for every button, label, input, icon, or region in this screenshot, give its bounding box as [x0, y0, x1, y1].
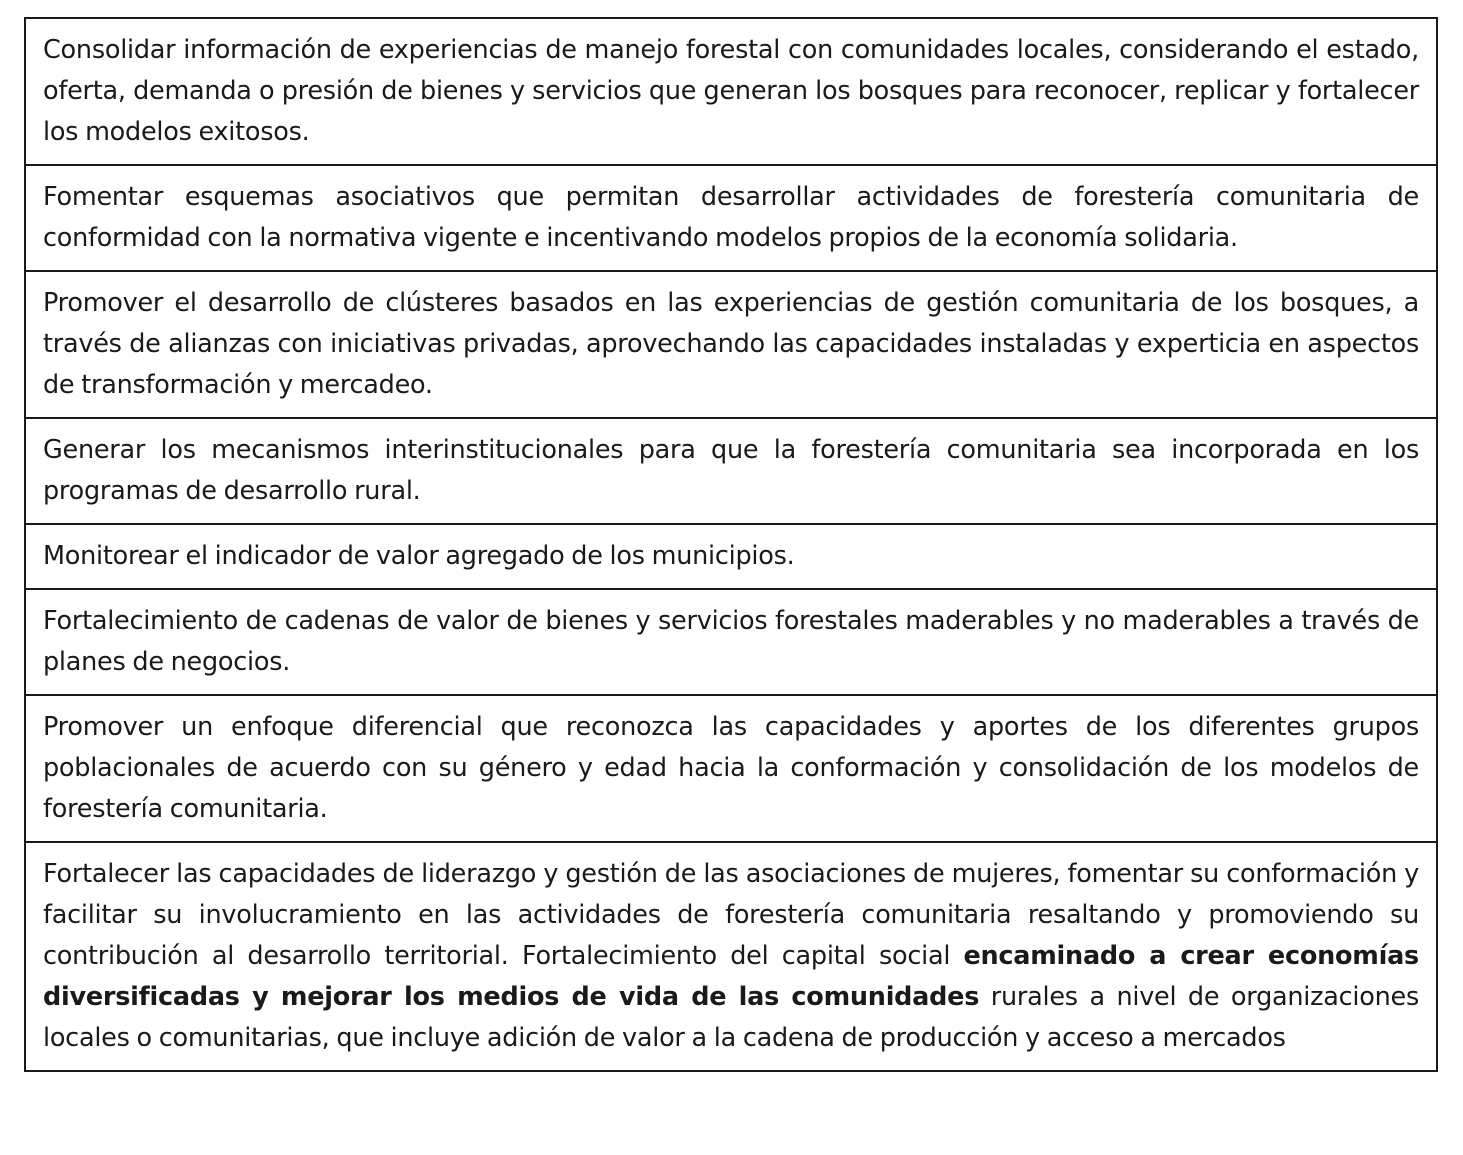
row-8-text-part-3: rurales a nivel de organizaciones locales o comunitarias, que incluye adición de valor a la cadena de producción y acceso a mercados: [43, 982, 1419, 1053]
table-row-7: [26, 696, 1436, 843]
table-row-8: [26, 843, 1436, 1070]
row-8-text-part-2-bold: encaminado a crear economías diversificadas y mejorar los medios de vida de las comunidades: [43, 941, 1419, 1012]
row-6-text: Fortalecimiento de cadenas de valor de bienes y servicios forestales maderables y no maderables a través de planes de negocios.: [43, 606, 1419, 677]
table-row-1: [26, 19, 1436, 166]
row-3-text: Promover el desarrollo de clústeres basados en las experiencias de gestión comunitaria de los bosques, a través de alianzas con iniciativas privadas, aprovechando las capacidades instaladas y experticia en aspectos de transformación y mercadeo.: [43, 288, 1419, 400]
table-row-5: [26, 525, 1436, 590]
table-row-3: [26, 272, 1436, 419]
row-8-text-part-1: Fortalecer las capacidades de liderazgo y gestión de las asociaciones de mujeres, fomentar su conformación y facilitar su involucramiento en las actividades de forestería comunitaria resaltando y promoviendo su contribución al desarrollo territorial. Fortalecimiento del capital social: [43, 859, 1419, 971]
row-5-text: Monitorear el indicador de valor agregado de los municipios.: [43, 541, 795, 571]
table-row-6: [26, 590, 1436, 696]
actions-table: [24, 17, 1438, 1072]
table-row-4: [26, 419, 1436, 525]
row-7-text: Promover un enfoque diferencial que reconozca las capacidades y aportes de los diferentes grupos poblacionales de acuerdo con su género y edad hacia la conformación y consolidación de los modelos de forestería comunitaria.: [43, 712, 1419, 824]
row-2-text: Fomentar esquemas asociativos que permitan desarrollar actividades de forestería comunitaria de conformidad con la normativa vigente e incentivando modelos propios de la economía solidaria.: [43, 182, 1419, 253]
row-1-text: Consolidar información de experiencias de manejo forestal con comunidades locales, considerando el estado, oferta, demanda o presión de bienes y servicios que generan los bosques para reconocer, replicar y fortalecer los modelos exitosos.: [43, 35, 1419, 147]
table-row-2: [26, 166, 1436, 272]
row-4-text: Generar los mecanismos interinstitucionales para que la forestería comunitaria sea incorporada en los programas de desarrollo rural.: [43, 435, 1419, 506]
